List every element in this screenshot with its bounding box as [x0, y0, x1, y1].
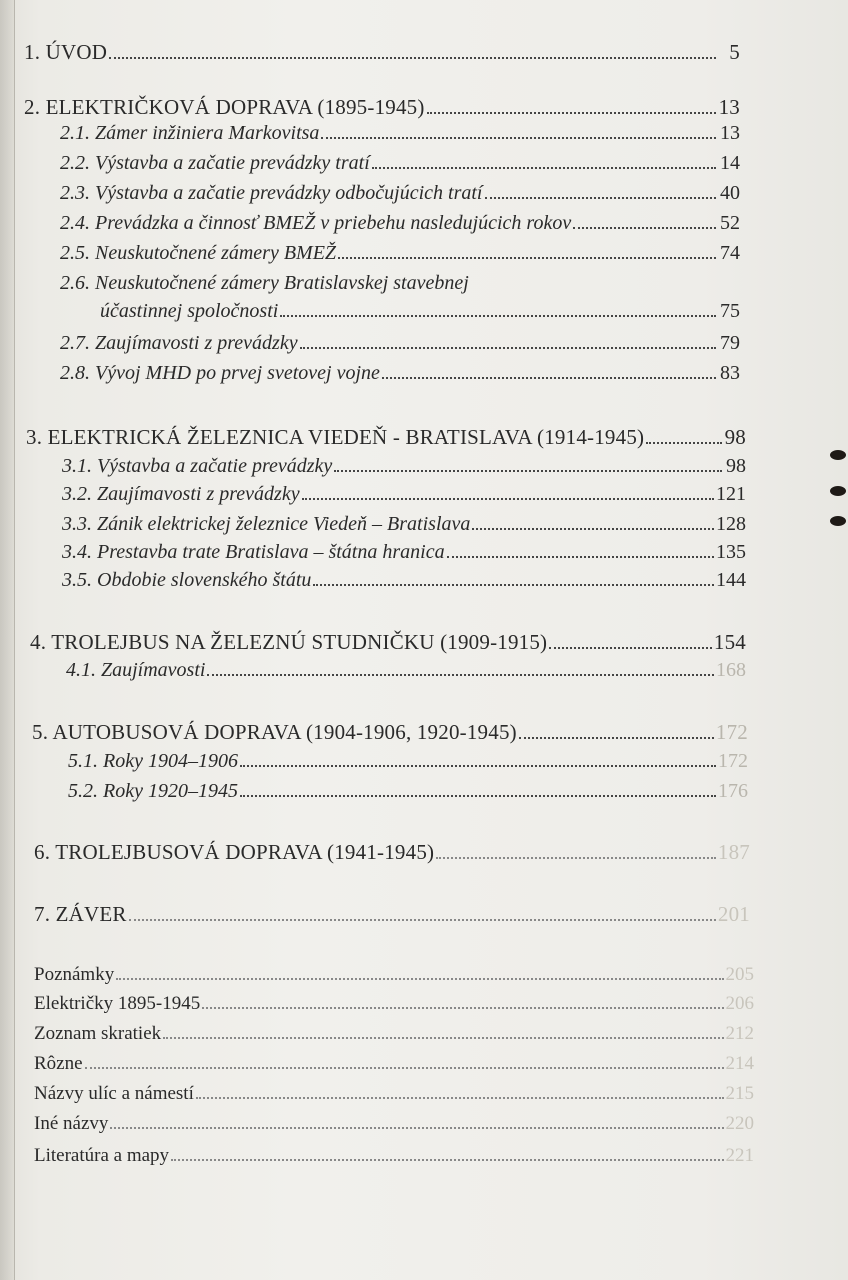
toc-chapter-6: 6. TROLEJBUSOVÁ DOPRAVA (1941-1945) 187	[34, 840, 750, 864]
toc-section-2-4: 2.4. Prevádzka a činnosť BMEŽ v priebehu nasledujúcich rokov 52	[60, 212, 740, 234]
toc-chapter-1: 1. ÚVOD 5	[24, 40, 740, 64]
toc-appendix-literature: Literatúra a mapy 221	[34, 1145, 754, 1166]
toc-section-2-8: 2.8. Vývoj MHD po prvej svetovej vojne 83	[60, 362, 740, 384]
toc-section-2-7: 2.7. Zaujímavosti z prevádzky 79	[60, 332, 740, 354]
toc-section-2-3: 2.3. Výstavba a začatie prevádzky odbočujúcich tratí 40	[60, 182, 740, 204]
toc-section-5-1: 5.1. Roky 1904–1906 172	[68, 750, 748, 772]
toc-section-2-6-line1: 2.6. Neuskutočnené zámery Bratislavskej stavebnej	[60, 272, 469, 294]
toc-section-3-1: 3.1. Výstavba a začatie prevádzky 98	[62, 455, 746, 477]
toc-section-3-2: 3.2. Zaujímavosti z prevádzky 121	[62, 483, 746, 505]
toc-section-3-3: 3.3. Zánik elektrickej železnice Viedeň – Bratislava 128	[62, 513, 746, 535]
toc-appendix-misc: Rôzne 214	[34, 1053, 754, 1074]
toc-chapter-3: 3. ELEKTRICKÁ ŽELEZNICA VIEDEŇ - BRATISLAVA (1914-1945) 98	[26, 425, 746, 449]
toc-section-2-6-line2: účastinnej spoločnosti 75	[100, 300, 740, 322]
toc-appendix-abbreviations: Zoznam skratiek 212	[34, 1023, 754, 1044]
toc-chapter-7: 7. ZÁVER 201	[34, 902, 750, 926]
toc-section-3-4: 3.4. Prestavba trate Bratislava – štátna hranica 135	[62, 541, 746, 563]
toc-appendix-streets: Názvy ulíc a námestí 215	[34, 1083, 754, 1104]
toc-section-4-1: 4.1. Zaujímavosti 168	[66, 659, 746, 681]
ink-mark	[830, 450, 846, 460]
toc-section-5-2: 5.2. Roky 1920–1945 176	[68, 780, 748, 802]
toc-section-2-5: 2.5. Neuskutočnené zámery BMEŽ 74	[60, 242, 740, 264]
toc-appendix-other-names: Iné názvy 220	[34, 1113, 754, 1134]
toc-section-2-2: 2.2. Výstavba a začatie prevádzky tratí 14	[60, 152, 740, 174]
toc-chapter-2: 2. ELEKTRIČKOVÁ DOPRAVA (1895-1945) 13	[24, 95, 740, 119]
ink-mark	[830, 516, 846, 526]
ink-mark	[830, 486, 846, 496]
toc-chapter-4: 4. TROLEJBUS NA ŽELEZNÚ STUDNIČKU (1909-1915) 154	[30, 630, 746, 654]
toc-chapter-5: 5. AUTOBUSOVÁ DOPRAVA (1904-1906, 1920-1945) 172	[32, 720, 748, 744]
toc-appendix-notes: Poznámky 205	[34, 964, 754, 985]
toc-section-3-5: 3.5. Obdobie slovenského štátu 144	[62, 569, 746, 591]
toc-appendix-trams: Električky 1895-1945 206	[34, 993, 754, 1014]
toc-section-2-1: 2.1. Zámer inžiniera Markovitsa 13	[60, 122, 740, 144]
